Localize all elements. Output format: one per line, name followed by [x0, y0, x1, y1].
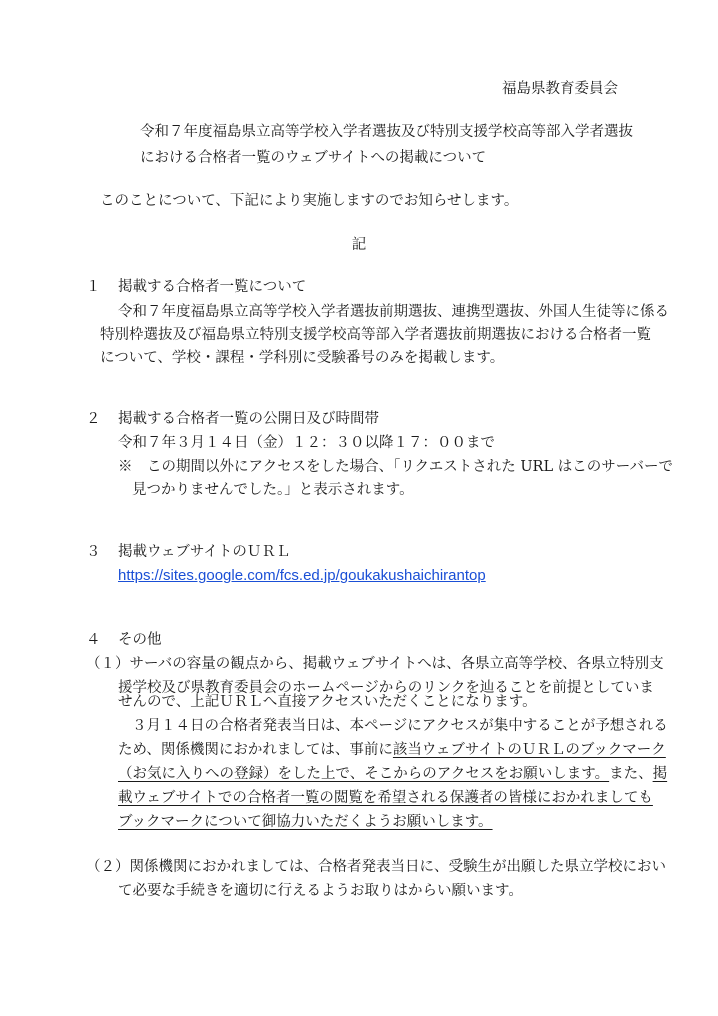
section-4-p2-line-1: （２）関係機関におかれましては、合格者発表当日に、受験生が出願した県立学校におい: [86, 859, 666, 875]
section-4-p1-line-2: 援学校及び県教育委員会のホームページからのリンクを辿ることを前提としていま: [118, 680, 654, 696]
section-2-heading: 掲載する合格者一覧の公開日及び時間帯: [118, 411, 379, 427]
section-1-line-3: について、学校・課程・学科別に受験番号のみを掲載します。: [100, 350, 505, 366]
section-4-p2-line-2: て必要な手続きを適切に行えるようお取りはからい願います。: [118, 883, 523, 899]
section-4-p1-line-4: ３月１４日の合格者発表当日は、本ページにアクセスが集中することが予想される: [132, 718, 668, 734]
section-2-note-line-1: ※ この期間以外にアクセスをした場合、「リクエストされた URL はこのサーバーで: [118, 459, 673, 475]
section-4-p1-line-5-plain: ため、関係機関におかれましては、事前に: [118, 742, 393, 758]
ki-mark: 記: [351, 237, 367, 253]
section-1-heading: 掲載する合格者一覧について: [118, 279, 307, 295]
section-4-p1-line-5: [118, 743, 666, 758]
section-4-p1-line-5-underlined: 該当ウェブサイトのＵＲＬのブックマーク: [392, 742, 666, 758]
issuer: 福島県教育委員会: [502, 81, 618, 97]
section-4-p1-line-3: せんので、上記ＵＲＬへ直接アクセスいただくことになります。: [118, 694, 537, 710]
website-url-link[interactable]: https://sites.google.com/fcs.ed.jp/goukakushaichirantop: [118, 567, 486, 584]
section-4-p1-line-6-underlined-2: 掲: [652, 766, 668, 782]
section-3-number: ３: [86, 544, 101, 560]
section-1-number: １: [86, 279, 101, 295]
section-3-heading: 掲載ウェブサイトのＵＲＬ: [118, 544, 291, 560]
section-4-p1-line-1: （１）サーバの容量の観点から、掲載ウェブサイトへは、各県立高等学校、各県立特別支: [86, 656, 664, 672]
section-1-line-1: 令和７年度福島県立高等学校入学者選抜前期選抜、連携型選抜、外国人生徒等に係る: [118, 304, 669, 320]
intro-text: このことについて、下記により実施しますのでお知らせします。: [100, 193, 519, 209]
section-2-date: 令和７年３月１４日（金）１２：３０以降１７：００まで: [118, 435, 495, 451]
section-2-number: ２: [86, 411, 101, 427]
title-line-1: 令和７年度福島県立高等学校入学者選抜及び特別支援学校高等部入学者選抜: [140, 124, 633, 140]
section-4-heading: その他: [118, 632, 162, 648]
section-4-p1-line-8: ブックマークについて御協力いただくようお願いします。: [118, 814, 493, 830]
section-1-line-2: 特別枠選抜及び福島県立特別支援学校高等部入学者選抜前期選抜における合格者一覧: [100, 327, 651, 343]
section-4-number: ４: [86, 632, 101, 648]
section-2-note-line-2: 見つかりませんでした。」と表示されます。: [132, 482, 414, 498]
section-4-p1-line-6: [118, 767, 667, 782]
title-line-2: における合格者一覧のウェブサイトへの掲載について: [140, 150, 487, 166]
section-4-p1-line-6-underlined: （お気に入りへの登録）をした上で、そこからのアクセスをお願いします。: [118, 766, 610, 782]
section-4-p1-line-6-plain: また、: [609, 766, 653, 782]
section-4-p1-line-7: 載ウェブサイトでの合格者一覧の閲覧を希望される保護者の皆様におかれましても: [118, 790, 653, 806]
